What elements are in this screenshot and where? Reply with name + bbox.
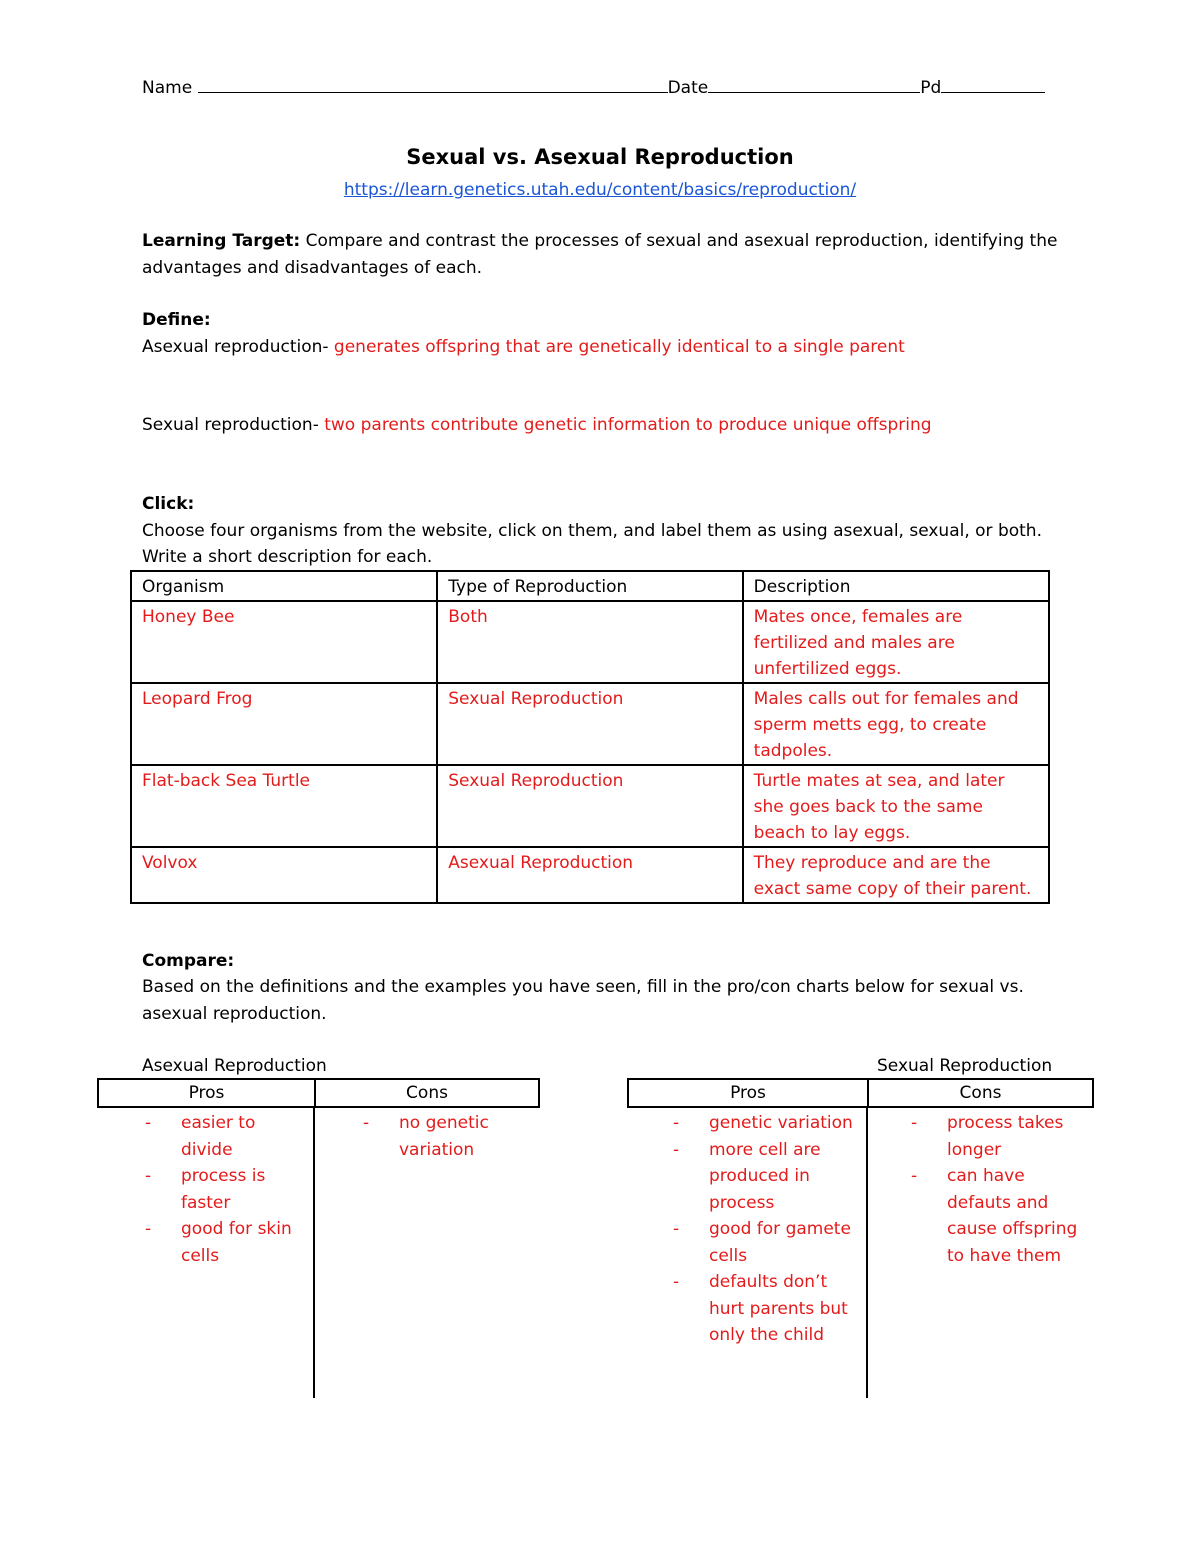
type-cell[interactable]: Both (437, 601, 742, 683)
list-item: - defaults don’t hurt parents but only the child (673, 1269, 863, 1349)
table-row (131, 847, 1049, 903)
description-cell[interactable]: They reproduce and are the exact same copy of their parent. (743, 847, 1049, 903)
list-item: - more cell are produced in process (673, 1137, 863, 1217)
header-fields (142, 75, 1057, 101)
sexual-term: Sexual reproduction- (142, 415, 319, 435)
asexual-cons-list[interactable] (363, 1110, 533, 1163)
compare-heading: Compare: (142, 951, 235, 971)
source-link[interactable]: https://learn.genetics.utah.edu/content/basics/reproduction/ (343, 180, 857, 200)
click-instructions-line1: Choose four organisms from the website, click on them, and label them as using asexual, sexual, or both. (142, 521, 1042, 541)
compare-instructions-line1: Based on the definitions and the examples you have seen, fill in the pro/con charts below for sexual vs. (142, 977, 1024, 997)
learning-target-line2: advantages and disadvantages of each. (142, 258, 483, 278)
date-blank[interactable] (708, 75, 920, 93)
sexual-pros-list[interactable] (673, 1110, 863, 1349)
asexual-answer: generates offspring that are genetically identical to a single parent (328, 337, 905, 357)
table-header-row (131, 571, 1049, 601)
click-heading: Click: (142, 494, 195, 514)
asexual-definition (142, 337, 905, 357)
sexual-divider (866, 1106, 868, 1398)
sexual-cons-list[interactable] (911, 1110, 1091, 1269)
pd-label: Pd (920, 78, 942, 98)
column-header-type: Type of Reproduction (437, 571, 742, 601)
sexual-cons-header: Cons (959, 1083, 1002, 1103)
sexual-chart-title: Sexual Reproduction (877, 1056, 1053, 1076)
page-title: Sexual vs. Asexual Reproduction (406, 145, 794, 169)
list-item: - good for skin cells (145, 1216, 311, 1269)
sexual-definition (142, 415, 932, 435)
name-blank[interactable] (198, 75, 668, 93)
list-item: - good for gamete cells (673, 1216, 863, 1269)
asexual-term: Asexual reproduction- (142, 337, 329, 357)
learning-target-label: Learning Target: (142, 231, 301, 251)
description-cell[interactable]: Males calls out for females and sperm metts egg, to create tadpoles. (743, 683, 1049, 765)
asexual-chart-title: Asexual Reproduction (142, 1056, 327, 1076)
organism-cell[interactable]: Volvox (131, 847, 437, 903)
date-label: Date (667, 78, 709, 98)
list-item: - process is faster (145, 1163, 311, 1216)
asexual-pro-con-chart (97, 1078, 540, 1398)
sexual-pros-header: Pros (629, 1080, 869, 1106)
define-heading: Define: (142, 310, 211, 330)
list-item: - can have defauts and cause offspring to have them (911, 1163, 1091, 1269)
pd-blank[interactable] (941, 75, 1045, 93)
table-row (131, 601, 1049, 683)
asexual-cons-header: Cons (406, 1083, 448, 1103)
description-cell[interactable]: Turtle mates at sea, and later she goes back to the same beach to lay eggs. (743, 765, 1049, 847)
asexual-pros-header: Pros (99, 1080, 316, 1106)
column-header-description: Description (743, 571, 1049, 601)
learning-target-line1: Learning Target: Compare and contrast the processes of sexual and asexual reproduction, identifying the (142, 231, 1058, 251)
compare-instructions-line2: asexual reproduction. (142, 1004, 327, 1024)
click-instructions-line2: Write a short description for each. (142, 547, 433, 567)
organism-cell[interactable]: Honey Bee (131, 601, 437, 683)
organism-cell[interactable]: Leopard Frog (131, 683, 437, 765)
list-item: - genetic variation (673, 1110, 863, 1137)
description-cell[interactable]: Mates once, females are fertilized and males are unfertilized eggs. (743, 601, 1049, 683)
table-row (131, 683, 1049, 765)
name-label: Name (142, 78, 193, 98)
organism-table (130, 570, 1050, 904)
type-cell[interactable]: Sexual Reproduction (437, 683, 742, 765)
sexual-answer: two parents contribute genetic information to produce unique offspring (318, 415, 932, 435)
type-cell[interactable]: Asexual Reproduction (437, 847, 742, 903)
type-cell[interactable]: Sexual Reproduction (437, 765, 742, 847)
table-row (131, 765, 1049, 847)
list-item: - no genetic variation (363, 1110, 533, 1163)
list-item: - easier to divide (145, 1110, 311, 1163)
organism-cell[interactable]: Flat-back Sea Turtle (131, 765, 437, 847)
asexual-pros-list[interactable] (145, 1110, 311, 1269)
asexual-divider (313, 1106, 315, 1398)
column-header-organism: Organism (131, 571, 437, 601)
list-item: - process takes longer (911, 1110, 1091, 1163)
sexual-pro-con-chart (627, 1078, 1094, 1398)
